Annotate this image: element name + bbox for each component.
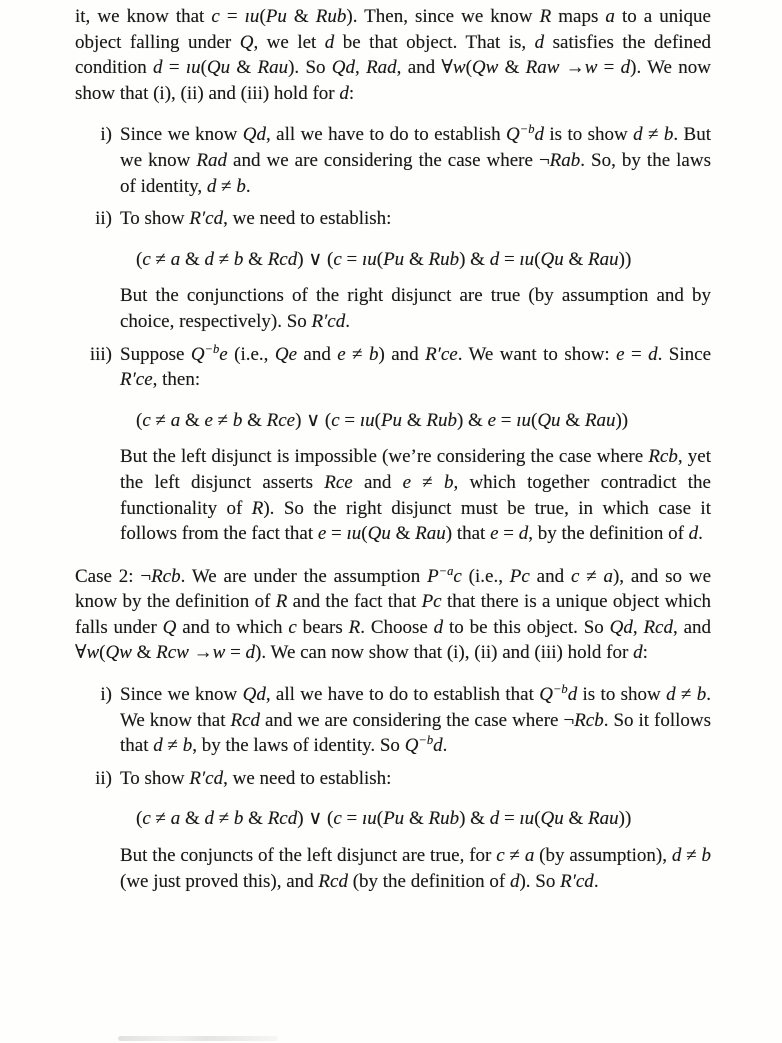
item-after: But the left disjunct is impossible (we’re considering the case where Rcb, yet the left disjunct asserts Rce and e ≠ b, which together contradict the functionality of R). So the right disjunct must be true, in which case it follows from the fact that e = ıu(Qu & Rau) that e = d, by the definition of d. [120, 446, 711, 545]
item-intro: To show R′cd, we need to establish: [120, 767, 392, 789]
item-label: ii) [95, 208, 112, 230]
text-column [75, 4, 711, 894]
item-intro: Suppose $Q^{-b}e$ (i.e., Qe and e ≠ b) and R′ce. We want to show: e = d. Since R′ce, then: [120, 341, 712, 391]
item-label: iii) [89, 343, 112, 365]
list-item-i [75, 122, 711, 199]
item-label: i) [100, 684, 112, 706]
item-body [120, 206, 711, 334]
displayed-formula: (c ≠ a & d ≠ b & Rcd) ∨ (c = ıu(Pu & Rub) & d = ıu(Qu & Rau)) [136, 248, 632, 270]
item-body [120, 342, 711, 547]
displayed-formula: (c ≠ a & e ≠ b & Rce) ∨ (c = ıu(Pu & Rub) & e = ıu(Qu & Rau)) [136, 409, 629, 431]
item-label: i) [100, 124, 112, 146]
case1-list [75, 122, 711, 546]
item-text: Since we know Qd, all we have to do to establish $Q^{-b}d$ is to show d ≠ b. But we know Rad and we are considering the case where ¬Rab. So, by the laws of identity, d ≠ b. [120, 122, 712, 197]
item-after: But the conjunctions of the right disjunct are true (by assumption and by choice, respectively). So R′cd. [120, 285, 711, 332]
scan-artifact [118, 1036, 278, 1041]
item-text: Since we know Qd, all we have to do to establish that $Q^{-b}d$ is to show d ≠ b. We know that Rcd and we are considering the case where ¬Rcb. So it follows that d ≠ b, by the laws of identity. So $Q^{-b}d$. [120, 682, 712, 757]
list-item-i [75, 682, 711, 759]
case2-list [75, 682, 711, 894]
paragraph-case2-intro: Case 2: ¬Rcb. We are under the assumption $P^{-a}c$ (i.e., Pc and c ≠ a), and so we know by the definition of R and the fact that Pc that there is a unique object which falls under Q and to which c bears R. Choose d to be this object. So Qd, Rcd, and ∀w(Qw & Rcw →w = d). We can now show that (i), (ii) and (iii) hold for d: [75, 563, 712, 664]
item-intro: To show R′cd, we need to establish: [120, 208, 392, 230]
displayed-formula: (c ≠ a & d ≠ b & Rcd) ∨ (c = ıu(Pu & Rub) & d = ıu(Qu & Rau)) [136, 808, 632, 830]
item-after: But the conjuncts of the left disjunct are true, for c ≠ a (by assumption), d ≠ b (we just proved this), and Rcd (by the definition of d). So R′cd. [120, 845, 712, 892]
list-item-ii [75, 206, 711, 334]
paragraph-case1-intro: it, we know that c = ıu(Pu & Rub). Then, since we know R maps a to a unique object falling under Q, we let d be that object. That is, d satisfies the defined condition d = ıu(Qu & Rau). So Qd, Rad, and ∀w(Qw & Raw →w = d). We now show that (i), (ii) and (iii) hold for d: [75, 6, 712, 104]
list-item-ii [75, 766, 711, 894]
item-body [120, 766, 711, 894]
item-label: ii) [95, 767, 112, 789]
list-item-iii [75, 342, 711, 547]
